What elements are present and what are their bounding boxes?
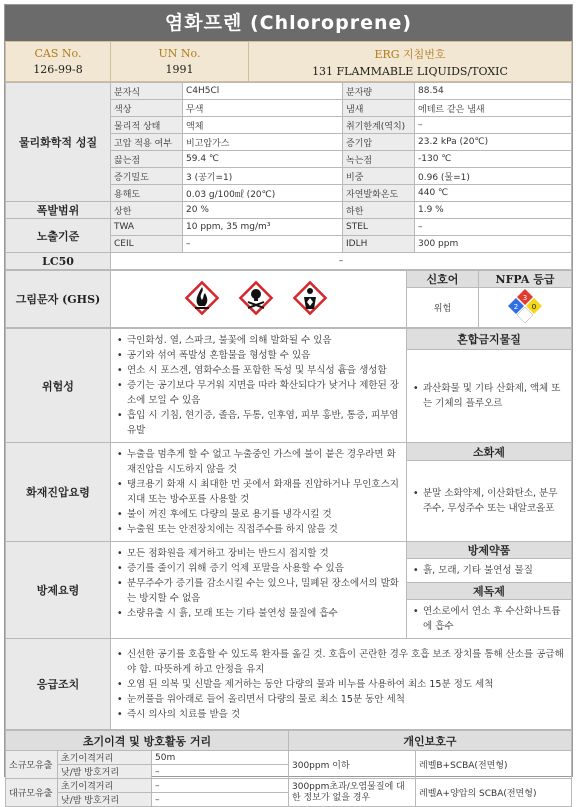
agent-value [407, 559, 572, 583]
prop-value: 무색 [183, 100, 343, 117]
prop-value: 액체 [183, 117, 343, 134]
prevention-item: • 증기를 줄이기 위해 증기 억제 포말을 사용할 수 있음 [117, 561, 400, 576]
ghs-pictogram-strip [179, 275, 339, 321]
idlh-label: IDLH [343, 236, 415, 253]
prop-label: 자연발화온도 [343, 185, 415, 202]
hazard-item: • 증기는 공기보다 무거워 지면을 따라 확산되다가 낮거나 제한된 장소에 모일 수 있음 [117, 378, 400, 408]
prop-value: 0.03 g/100㎖ (20℃) [183, 185, 343, 202]
prop-label: 끓는점 [111, 151, 183, 168]
twa-value: 10 ppm, 35 mg/m³ [183, 219, 343, 236]
fire-section-label: 화재진압요령 [6, 443, 111, 542]
prop-value: 에테르 같은 냄새 [415, 100, 572, 117]
hazard-item: • 극인화성. 열, 스파크, 불꽃에 의해 발화될 수 있음 [117, 333, 400, 348]
incompatible-item: • 과산화물 및 기타 산화제, 액체 또는 기체의 플루오르 [413, 381, 565, 411]
prevention-list [111, 542, 407, 639]
prop-value: – [415, 117, 572, 134]
extinguisher-item: • 분말 소화약제, 이산화탄소, 분무주수, 무성주수 또는 내알코올포 [413, 486, 565, 516]
prevention-item: • 소량유출 시 흙, 모래 또는 기타 불연성 물질에 흡수 [117, 606, 400, 621]
incompatible-header: 혼합금지물질 [407, 329, 572, 350]
prevention-item: • 분무주수가 증기를 감소시킬 수는 있으나, 밀폐된 장소에서의 발화는 방지할 수 없음 [117, 576, 400, 606]
ceil-label: CEIL [111, 236, 183, 253]
nfpa-fire-value: 3 [522, 294, 528, 302]
un-cell [111, 42, 249, 82]
ghs-section-label: 그림문자 (GHS) [6, 271, 111, 328]
upper-limit-value: 20 % [183, 202, 343, 219]
prop-label: 고압 적용 여부 [111, 134, 183, 151]
nfpa-diamond-cell [479, 288, 572, 328]
prop-label: 증기압 [343, 134, 415, 151]
stel-label: STEL [343, 219, 415, 236]
hazard-item: • 공기와 섞여 폭발성 혼합물을 형성할 수 있음 [117, 348, 400, 363]
large-ppe-condition: 300ppm초과/오염물질에 대한 정보가 없을 경우 [289, 779, 416, 807]
prop-value: 59.4 ℃ [183, 151, 343, 168]
prop-value: 88.54 [415, 83, 572, 100]
small-protect-value: – [152, 765, 289, 779]
health-hazard-pictogram [294, 282, 325, 313]
stel-value: – [415, 219, 572, 236]
firstaid-item: • 오염 된 의복 및 신발을 제거하는 동안 다량의 물과 비누를 사용하여 최소 15분 정도 세척 [117, 677, 565, 692]
erg-cell [249, 42, 572, 82]
nfpa-health-value: 2 [513, 303, 519, 311]
small-ppe-condition: 300ppm 이하 [289, 751, 416, 779]
hazard-table [5, 328, 572, 730]
signal-word-value: 위험 [407, 288, 479, 328]
prevention-item: • 모든 점화원을 제거하고 장비는 반드시 접지할 것 [117, 546, 400, 561]
prop-value: 0.96 (물=1) [415, 168, 572, 185]
identifier-table [5, 41, 572, 82]
fire-item: • 탱크용기 화재 시 최대한 먼 곳에서 화재를 진압하거나 무인호스지지대 또는 방수포를 사용할 것 [117, 477, 400, 507]
incompatible-value [407, 349, 572, 442]
ghs-table [5, 270, 572, 328]
initial-distance-label: 초기이격거리 [58, 779, 152, 793]
cas-label: CAS No. [34, 47, 82, 60]
fire-item: • 누출을 멈추게 할 수 없고 누출중인 가스에 불이 붙은 경우라면 화재진압을 시도하지 않을 것 [117, 447, 400, 477]
large-spill-label: 대규모유출 [6, 779, 58, 807]
agent-header: 방제약품 [407, 542, 572, 559]
initial-distance-label: 초기이격거리 [58, 751, 152, 765]
fire-item: • 누출원 또는 안전장치에는 직접주수를 하지 않을 것 [117, 522, 400, 537]
erg-label: ERG 지침번호 [374, 47, 446, 61]
prop-value: C4H5Cl [183, 83, 343, 100]
firstaid-item: • 눈꺼풀을 위아래로 들어 올리면서 다량의 물로 최소 15분 동안 세척 [117, 692, 565, 707]
erg-value: 131 FLAMMABLE LIQUIDS/TOXIC [312, 64, 508, 78]
extinguisher-value [407, 461, 572, 542]
large-protect-value: – [152, 793, 289, 807]
prop-label: 색상 [111, 100, 183, 117]
twa-label: TWA [111, 219, 183, 236]
properties-table [5, 82, 572, 270]
large-ppe-value: 레벨A+양압의 SCBA(전면형) [416, 779, 572, 807]
ghs-pictograms [111, 271, 407, 328]
skull-crossbones-pictogram [240, 282, 271, 313]
cas-value: 126-99-8 [33, 63, 83, 76]
small-spill-label: 소규모유출 [6, 751, 58, 779]
hazard-item: • 흡입 시 기침, 현기증, 졸음, 두통, 인후염, 피부 홍반, 통증, 피부염 유발 [117, 408, 400, 438]
nfpa-diamond [507, 288, 543, 324]
firstaid-list [111, 639, 572, 730]
small-initial-value: 50m [152, 751, 289, 765]
extinguisher-header: 소화제 [407, 443, 572, 461]
prop-value: 비고압가스 [183, 134, 343, 151]
prop-label: 분자식 [111, 83, 183, 100]
lc50-value: – [111, 253, 572, 270]
prop-label: 분자량 [343, 83, 415, 100]
prop-label: 취기한계(역치) [343, 117, 415, 134]
protect-distance-label: 낮/밤 방호거리 [58, 765, 152, 779]
signal-word-header: 신호어 [407, 271, 479, 288]
prop-label: 물리적 상태 [111, 117, 183, 134]
prop-label: 냄새 [343, 100, 415, 117]
prop-label: 용해도 [111, 185, 183, 202]
nfpa-reactivity-value: 0 [531, 303, 537, 311]
flame-pictogram [186, 282, 217, 313]
prop-value: 23.2 kPa (20℃) [415, 134, 572, 151]
prevention-section-label: 방제요령 [6, 542, 111, 639]
un-label: UN No. [158, 47, 201, 60]
un-value: 1991 [165, 63, 194, 76]
hazard-item: • 연소 시 포스겐, 염화수소를 포함한 독성 및 부식성 흄을 생성함 [117, 363, 400, 378]
decon-value [407, 600, 572, 639]
distance-table [5, 730, 572, 807]
msds-sheet [4, 4, 573, 806]
prop-label: 증기밀도 [111, 168, 183, 185]
prop-label: 비중 [343, 168, 415, 185]
prop-label: 녹는점 [343, 151, 415, 168]
lower-limit-label: 하한 [343, 202, 415, 219]
firstaid-item: • 신선한 공기를 호흡할 수 있도록 환자를 옮길 것. 호흡이 곤란한 경우 호흡 보조 장치를 통해 산소를 공급해야 함. 따뜻하게 하고 안정을 유지 [117, 647, 565, 677]
small-ppe-value: 레벨B+SCBA(전면형) [416, 751, 572, 779]
idlh-value: 300 ppm [415, 236, 572, 253]
upper-limit-label: 상한 [111, 202, 183, 219]
nfpa-header: NFPA 등급 [479, 271, 572, 288]
exposure-section-label: 노출기준 [6, 219, 111, 253]
large-initial-value: – [152, 779, 289, 793]
fire-list [111, 443, 407, 542]
lower-limit-value: 1.9 % [415, 202, 572, 219]
hazard-list [111, 329, 407, 443]
explosion-section-label: 폭발범위 [6, 202, 111, 219]
decon-item: • 연소로에서 연소 후 수산화나트륨에 흡수 [413, 604, 565, 634]
distance-header: 초기이격 및 방호활동 거리 [6, 731, 289, 751]
firstaid-section-label: 응급조치 [6, 639, 111, 730]
hazard-section-label: 위험성 [6, 329, 111, 443]
agent-item: • 흙, 모래, 기타 불연성 물질 [413, 563, 565, 578]
prop-value: -130 ℃ [415, 151, 572, 168]
lc50-section-label: LC50 [6, 253, 111, 270]
page-title: 염화프렌 (Chloroprene) [5, 5, 572, 41]
cas-cell [6, 42, 111, 82]
protect-distance-label: 낮/밤 방호거리 [58, 793, 152, 807]
fire-item: • 불이 꺼진 후에도 다량의 물로 용기를 냉각시킬 것 [117, 507, 400, 522]
prop-value: 3 (공기=1) [183, 168, 343, 185]
prop-value: 440 ℃ [415, 185, 572, 202]
ceil-value: – [183, 236, 343, 253]
decon-header: 제독제 [407, 583, 572, 600]
props-section-label: 물리화학적 성질 [6, 83, 111, 202]
firstaid-item: • 즉시 의사의 치료를 받을 것 [117, 707, 565, 722]
ppe-header: 개인보호구 [289, 731, 572, 751]
